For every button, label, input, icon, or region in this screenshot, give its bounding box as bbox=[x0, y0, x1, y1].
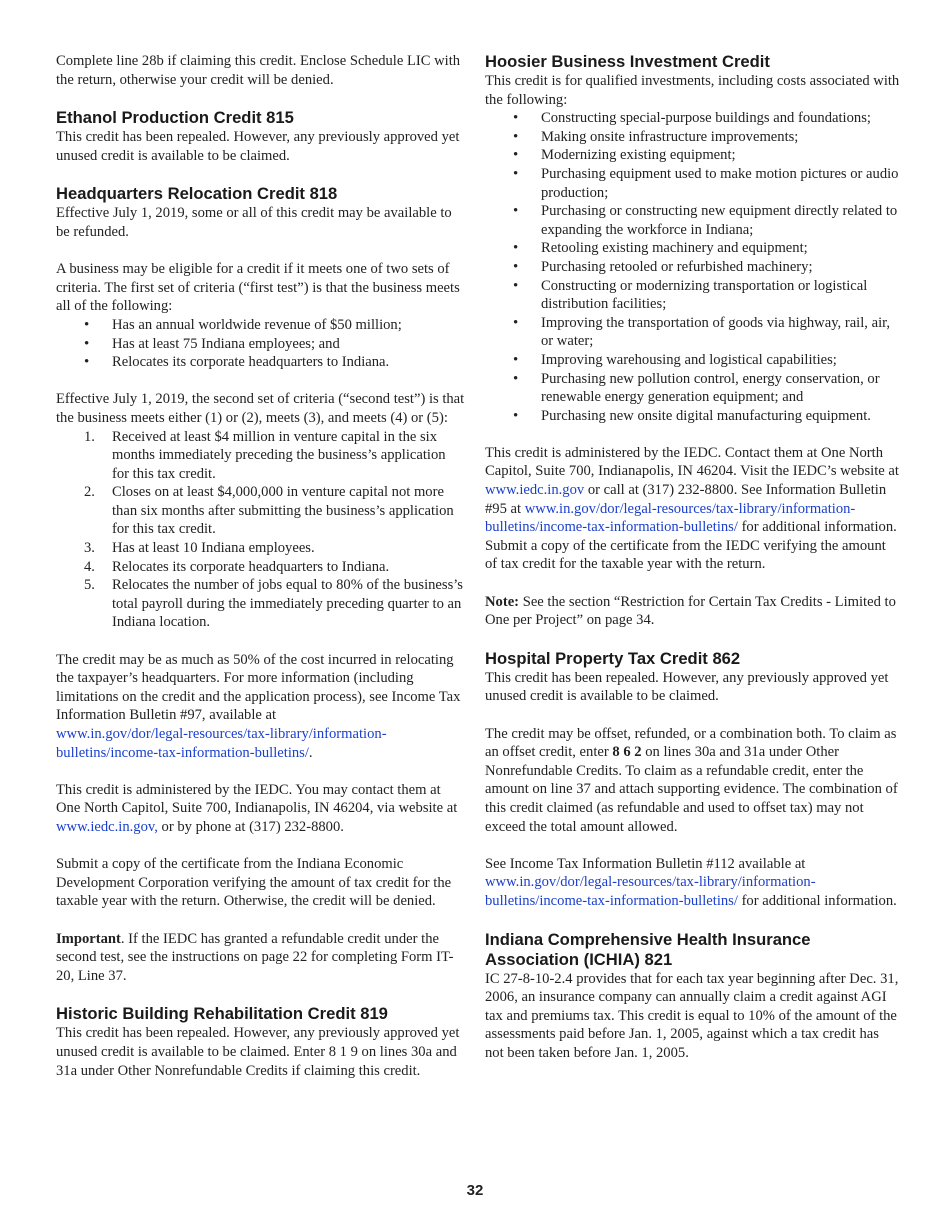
list-item: • Constructing special-purpose buildings and foundations; bbox=[485, 109, 900, 128]
list-item: • Constructing or modernizing transportation or logistical distribution facilities; bbox=[485, 277, 900, 314]
important-label: Important bbox=[56, 930, 121, 947]
list-item: • Relocates its corporate headquarters to Indiana. bbox=[56, 353, 466, 372]
list-item: • Improving the transportation of goods via highway, rail, air, or water; bbox=[485, 314, 900, 351]
list-item: • Has an annual worldwide revenue of $50 million; bbox=[56, 316, 466, 335]
hoosier-p1-c: for additional information. Submit a copy of the certificate from the IEDC verifying the amount of tax credit for the taxable year with the return. bbox=[485, 519, 897, 573]
list-item bbox=[56, 539, 466, 558]
hospital-p2-b: on lines 30a and 31a under Other Nonrefundable Credits. To claim as a refundable credit, enter the amount on line 37 and attach supporting evidence. The combination of this credit claimed (as refundable and used to offset tax) may not exceed the total amount allowed. bbox=[485, 744, 898, 835]
list-item: • Has at least 75 Indiana employees; and bbox=[56, 335, 466, 354]
list-number: 4. bbox=[84, 558, 95, 575]
list-item: • Purchasing new pollution control, energy conservation, or renewable energy generation equipment; and bbox=[485, 370, 900, 407]
iedc-link[interactable]: www.iedc.in.gov, bbox=[56, 818, 158, 835]
hospital-p3-b: for additional information. bbox=[741, 892, 897, 909]
list-number: 3. bbox=[84, 540, 95, 557]
historic-section bbox=[56, 1004, 466, 1080]
historic-text: This credit has been repealed. However, any previously approved yet unused credit is available to be claimed. Enter 8 1 9 on lines 30a and 31a under Other Nonrefundable Credits if claiming this credit. bbox=[56, 1025, 460, 1079]
bulletin-97-link[interactable]: www.in.gov/dor/legal-resources/tax-library/information-bulletins/income-tax-information-bulletins/ bbox=[56, 726, 387, 761]
hq-p7-text: . If the IEDC has granted a refundable credit under the second test, see the instructions on page 22 for completing Form IT-20, Line 37. bbox=[56, 930, 454, 984]
hoosier-intro: This credit is for qualified investments, including costs associated with the following: bbox=[485, 73, 900, 108]
list-text: Closes on at least $4,000,000 in venture capital not more than six months after submitting the business’s application for this tax credit. bbox=[112, 484, 454, 538]
list-text: Has at least 10 Indiana employees. bbox=[112, 540, 315, 557]
hospital-p3 bbox=[485, 855, 900, 911]
hq-section bbox=[56, 184, 466, 985]
hoosier-list bbox=[485, 109, 900, 425]
ethanol-heading: Ethanol Production Credit 815 bbox=[56, 108, 294, 128]
list-item bbox=[56, 558, 466, 577]
left-column bbox=[56, 52, 466, 1080]
list-number: 5. bbox=[84, 577, 95, 594]
second-test-list bbox=[56, 428, 466, 633]
hospital-section bbox=[485, 649, 900, 911]
hq-p4-text: The credit may be as much as 50% of the cost incurred in relocating the taxpayer’s headquarters. For more information (including limitations on the credit and the application process), see Income Tax Information Bulletin #97, available at bbox=[56, 651, 461, 724]
ethanol-section bbox=[56, 108, 466, 165]
list-item: • Purchasing new onsite digital manufacturing equipment. bbox=[485, 407, 900, 426]
hospital-heading: Hospital Property Tax Credit 862 bbox=[485, 648, 741, 668]
hospital-p3-a: See Income Tax Information Bulletin #112 available at bbox=[485, 855, 806, 872]
list-item: • Making onsite infrastructure improvements; bbox=[485, 128, 900, 147]
bulletin-95-link[interactable]: www.in.gov/dor/legal-resources/tax-library/information-bulletins/income-tax-information-bulletins/ bbox=[485, 500, 856, 536]
bulletin-112-link[interactable]: www.in.gov/dor/legal-resources/tax-library/information-bulletins/income-tax-information-bulletins/ bbox=[485, 874, 816, 909]
list-item bbox=[56, 428, 466, 484]
hoosier-p1-b: or call at (317) 232-8800. See Information Bulletin #95 at bbox=[485, 482, 887, 517]
ichia-section bbox=[485, 930, 900, 1063]
hospital-p2 bbox=[485, 725, 900, 837]
list-text: Relocates its corporate headquarters to Indiana. bbox=[112, 558, 390, 575]
hq-p3: Effective July 1, 2019, the second set of criteria (“second test”) is that the business meets either (1) or (2), meets (3), and meets (4) or (5): bbox=[56, 391, 465, 426]
ichia-heading-line1: Indiana Comprehensive Health Insurance bbox=[485, 929, 811, 949]
list-item bbox=[56, 576, 466, 632]
ichia-text: IC 27-8-10-2.4 provides that for each tax year beginning after Dec. 31, 2006, an insurance company can annually claim a credit against AGI tax and premiums tax. This credit is equal to 10% of the amount of the assessments paid before Jan. 1, 2005, against which a tax credit has not been taken before Jan. 1, 2005. bbox=[485, 970, 899, 1061]
list-item: • Retooling existing machinery and equipment; bbox=[485, 239, 900, 258]
hoosier-p1 bbox=[485, 444, 900, 574]
hospital-p2-a: The credit may be offset, refunded, or a combination both. To claim as an offset credit, enter bbox=[485, 725, 897, 761]
ethanol-text: This credit has been repealed. However, any previously approved yet unused credit is available to be claimed. bbox=[56, 129, 460, 164]
list-item: • Purchasing equipment used to make motion pictures or audio production; bbox=[485, 165, 900, 202]
ichia-heading-line2: Association (ICHIA) 821 bbox=[485, 949, 673, 969]
list-item: • Improving warehousing and logistical capabilities; bbox=[485, 351, 900, 370]
page-number: 32 bbox=[466, 1182, 484, 1199]
hq-p4-end: . bbox=[308, 744, 313, 761]
hoosier-note bbox=[485, 593, 900, 630]
list-number: 1. bbox=[84, 428, 95, 445]
intro-paragraph: Complete line 28b if claiming this credit. Enclose Schedule LIC with the return, otherwise your credit will be denied. bbox=[56, 53, 461, 88]
hq-p2: A business may be eligible for a credit if it meets one of two sets of criteria. The first set of criteria (“first test”) is that the business meets all of the following: bbox=[56, 261, 460, 315]
list-item: • Purchasing retooled or refurbished machinery; bbox=[485, 258, 900, 277]
historic-heading: Historic Building Rehabilitation Credit 819 bbox=[56, 1004, 388, 1024]
hoosier-section bbox=[485, 52, 900, 630]
first-test-list bbox=[56, 316, 466, 372]
right-column bbox=[485, 52, 900, 1063]
list-item bbox=[56, 483, 466, 539]
hq-p1: Effective July 1, 2019, some or all of this credit may be available to be refunded. bbox=[56, 205, 452, 240]
note-label: Note: bbox=[485, 593, 520, 610]
hq-p5-end: or by phone at (317) 232-8800. bbox=[161, 818, 344, 835]
hoosier-p1-a: This credit is administered by the IEDC. Contact them at One North Capitol, Suite 700, Indianapolis, IN 46204. Visit the IEDC’s website at bbox=[485, 444, 899, 480]
note-text: See the section “Restriction for Certain Tax Credits - Limited to One per Project” on page 34. bbox=[485, 593, 896, 629]
list-text: Received at least $4 million in venture capital in the six months immediately preceding the business’s application for this tax credit. bbox=[112, 428, 446, 482]
ichia-heading bbox=[485, 930, 900, 970]
hoosier-heading: Hoosier Business Investment Credit bbox=[485, 52, 770, 71]
hq-p7 bbox=[56, 930, 466, 986]
credit-code: 8 6 2 bbox=[612, 744, 642, 761]
hq-p5-text: This credit is administered by the IEDC. You may contact them at One North Capitol, Suite 700, Indianapolis, IN 46204, via website at bbox=[56, 781, 458, 817]
list-number: 2. bbox=[84, 484, 95, 501]
hq-p5 bbox=[56, 781, 466, 837]
hq-heading: Headquarters Relocation Credit 818 bbox=[56, 184, 338, 204]
list-text: Relocates the number of jobs equal to 80% of the business’s total payroll during the immediately preceding quarter to an Indiana location. bbox=[112, 577, 463, 631]
hq-p6: Submit a copy of the certificate from the Indiana Economic Development Corporation verifying the amount of tax credit for the taxable year with the return. Otherwise, the credit will be denied. bbox=[56, 856, 452, 910]
hospital-p1: This credit has been repealed. However, any previously approved yet unused credit is available to be claimed. bbox=[485, 669, 889, 705]
iedc-website-link[interactable]: www.iedc.in.gov bbox=[485, 482, 585, 499]
list-item: • Modernizing existing equipment; bbox=[485, 146, 900, 165]
list-item: • Purchasing or constructing new equipment directly related to expanding the workforce in Indiana; bbox=[485, 202, 900, 239]
hq-p4 bbox=[56, 651, 466, 763]
